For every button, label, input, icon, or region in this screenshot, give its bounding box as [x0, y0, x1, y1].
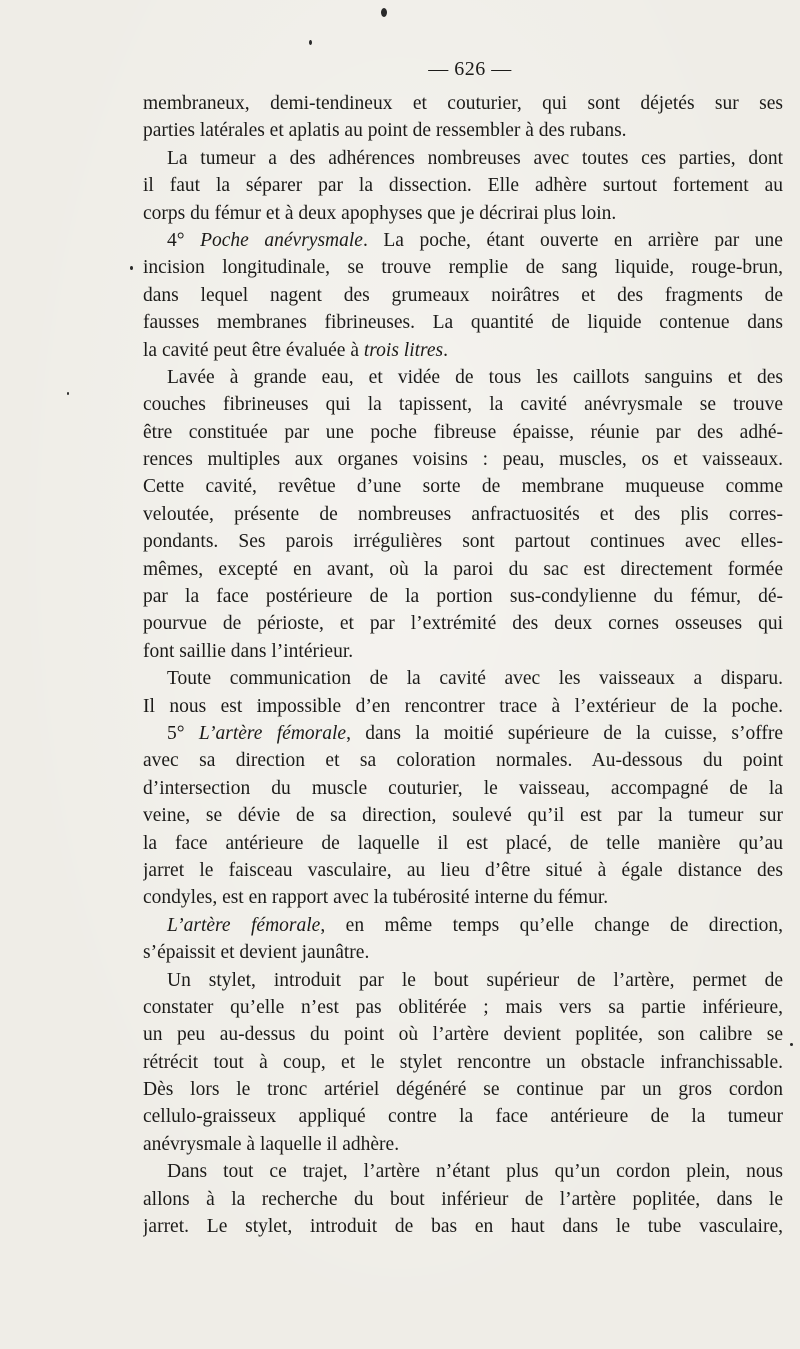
text-line: veloutée, présente de nombreuses anfractuosités et des plis corres-: [143, 503, 783, 525]
text-line: allons à la recherche du bout inférieur de l’artère poplitée, dans le: [143, 1188, 783, 1210]
text-line: la face antérieure de laquelle il est placé, de telle manière qu’au: [143, 832, 783, 854]
text-line: anévrysmale à laquelle il adhère.: [143, 1133, 400, 1155]
text-line: pourvue de périoste, et par l’extrémité des deux cornes osseuses qui: [143, 613, 783, 635]
text-line: être constituée par une poche fibreuse épaisse, réunie par des adhé-: [143, 421, 783, 443]
ink-speck: [790, 1043, 793, 1046]
text-line: Toute communication de la cavité avec les vaisseaux a disparu.: [167, 668, 783, 690]
ink-speck: [309, 40, 312, 45]
text-line: membraneux, demi-tendineux et couturier, qui sont déjetés sur ses: [143, 93, 783, 114]
text-line: Lavée à grande eau, et vidée de tous les caillots sanguins et des: [167, 366, 783, 388]
text-line: 4° Poche anévrysmale. La poche, étant ouverte en arrière par une: [167, 229, 783, 251]
text-line: cellulo-graisseux appliqué contre la face antérieure de la tumeur: [143, 1106, 783, 1128]
text-line: un peu au-dessus du point où l’artère devient poplitée, son calibre se: [143, 1024, 783, 1046]
text-line: rétrécit tout à coup, et le stylet rencontre un obstacle infranchissable.: [143, 1051, 783, 1073]
text-line: jarret. Le stylet, introduit de bas en haut dans le tube vasculaire,: [143, 1216, 783, 1238]
text-line: fausses membranes fibrineuses. La quantité de liquide contenue dans: [143, 312, 783, 334]
text-line: la cavité peut être évaluée à trois litres.: [143, 339, 449, 361]
text-line: par la face postérieure de la portion sus-condylienne du fémur, dé-: [143, 586, 783, 608]
text-line: Cette cavité, revêtue d’une sorte de membrane muqueuse comme: [143, 476, 783, 498]
ink-speck: [381, 8, 387, 17]
text-line: condyles, est en rapport avec la tubérosité interne du fémur.: [143, 887, 609, 909]
page-number: — 626 —: [428, 58, 512, 80]
text-line: il faut la séparer par la dissection. Elle adhère surtout fortement au: [143, 175, 783, 197]
text-line: constater qu’elle n’est pas oblitérée ; mais vers sa partie inférieure,: [143, 996, 783, 1018]
text-line: Dès lors le tronc artériel dégénéré se continue par un gros cordon: [143, 1079, 783, 1101]
text-line: parties latérales et aplatis au point de ressembler à des rubans.: [143, 120, 627, 142]
text-line: corps du fémur et à deux apophyses que je décrirai plus loin.: [143, 202, 617, 224]
text-line: Un stylet, introduit par le bout supérieur de l’artère, permet de: [167, 969, 783, 991]
ink-speck: [67, 392, 69, 395]
text-line: veine, se dévie de sa direction, soulevé qu’il est par la tumeur sur: [143, 805, 783, 827]
text-line: Il nous est impossible d’en rencontrer trace à l’extérieur de la poche.: [143, 695, 783, 717]
text-line: mêmes, excepté en avant, où la paroi du sac est directement formée: [143, 558, 783, 580]
text-line: L’artère fémorale, en même temps qu’elle change de direction,: [167, 914, 783, 936]
text-line: couches fibrineuses qui la tapissent, la cavité anévrysmale se trouve: [143, 394, 783, 416]
text-line: Dans tout ce trajet, l’artère n’étant plus qu’un cordon plein, nous: [167, 1161, 783, 1183]
text-line: avec sa direction et sa coloration normales. Au-dessous du point: [143, 750, 783, 772]
text-line: d’intersection du muscle couturier, le vaisseau, accompagné de la: [143, 777, 783, 799]
text-line: jarret le faisceau vasculaire, au lieu d’être situé à égale distance des: [143, 859, 783, 881]
body-text: [143, 90, 783, 1240]
text-line: s’épaissit et devient jaunâtre.: [143, 942, 370, 964]
text-line: La tumeur a des adhérences nombreuses avec toutes ces parties, dont: [167, 147, 783, 169]
ink-speck: [130, 266, 133, 270]
text-line: pondants. Ses parois irrégulières sont partout continues avec elles-: [143, 531, 783, 553]
text-line: font saillie dans l’intérieur.: [143, 640, 354, 662]
text-line: dans lequel nagent des grumeaux noirâtres et des fragments de: [143, 284, 783, 306]
text-line: incision longitudinale, se trouve remplie de sang liquide, rouge-brun,: [143, 257, 783, 279]
text-line: rences multiples aux organes voisins : peau, muscles, os et vaisseaux.: [143, 449, 783, 471]
text-line: 5° L’artère fémorale, dans la moitié supérieure de la cuisse, s’offre: [167, 722, 783, 744]
